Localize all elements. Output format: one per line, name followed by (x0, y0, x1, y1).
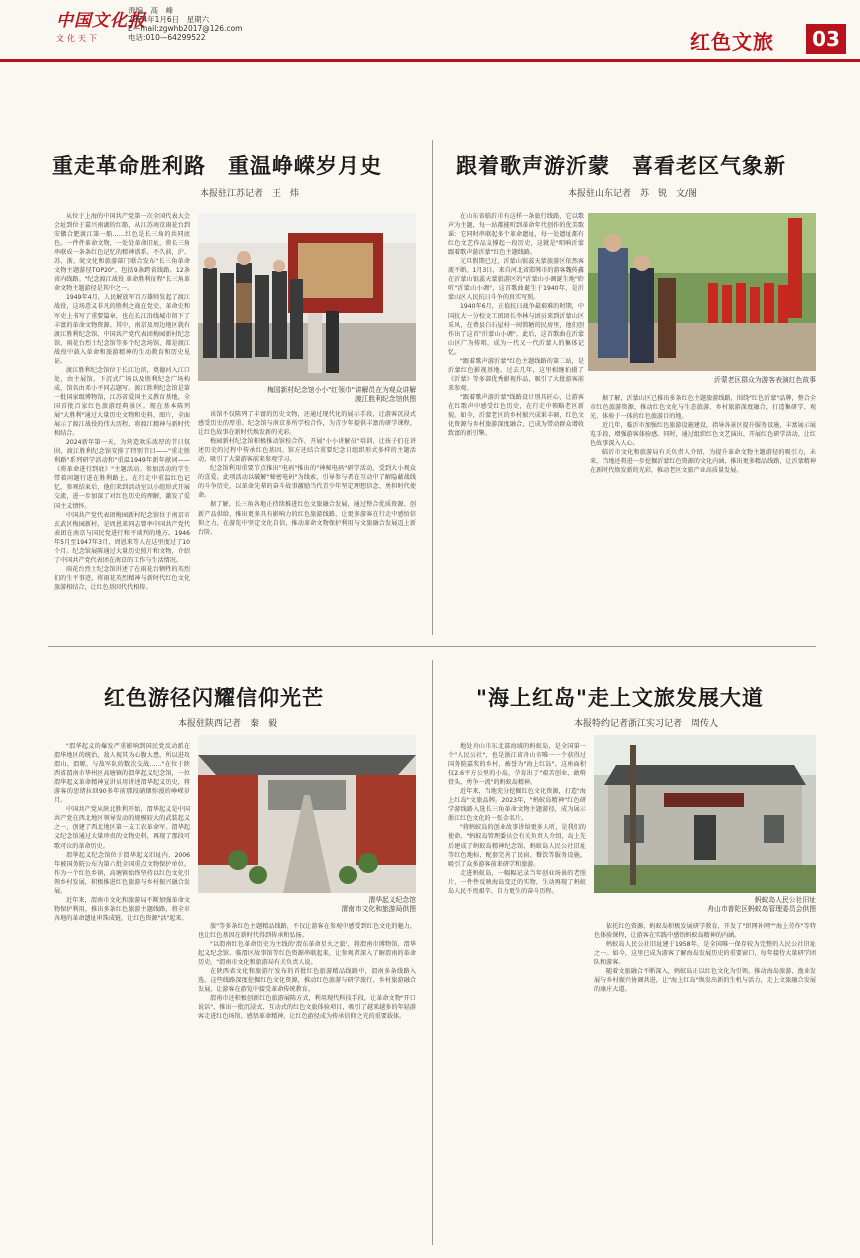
paragraph: 近年来，当地充分挖掘红色文化资源，打造"海上红岛"文旅品牌。2023年，"蚂蚁岛精神"红色研学游线路入选长三角革命文物主题游径，成为展示浙江红色文化的一张金名片。 (448, 788, 586, 823)
museum-visitors-image (198, 213, 416, 381)
paragraph: 从位于上海的中国共产党第一次全国代表大会会址到位于嘉兴南湖的红船，从江苏南京雨花台到安徽合肥渡江第一船……红色是长三角的共同底色。一件件革命文物，一处处革命旧址，将长三角串联成一条条红色记忆的精神谱系。不久前，沪、苏、浙、皖文化和旅游部门联合发布"长三角革命文物主题游径TOP20"，包括9条跨省线路、12条省内线路。"纪念渡江战役 革命胜利征程"长三角革命文物主题游径是其中之一。 (54, 213, 190, 293)
article-title-2: 跟着歌声游沂蒙 喜看老区气象新 (456, 153, 786, 178)
paragraph: 近年来，渭南市文化和旅游局不断加强革命文物保护利用，推出多条红色旅游主题线路，将全市各地的革命遗址串珠成链，让红色资源"活"起来。 (54, 896, 190, 922)
paragraph: "跟着歌声游沂蒙"红色主题线路的第二站，是沂蒙红色影视基地。过去几年，这里相继拍摄了《沂蒙》等多部优秀影视作品，吸引了大批游客前来参观。 (448, 357, 584, 392)
paragraph: 地处舟山市东北部海域的蚂蚁岛，是全国第一个"人民公社"，也是浙江省舟山市唯一一个获得过国务院嘉奖的乡村，被誉为"海上红岛"。这座面积仅2.6平方公里的小岛，孕育出了"艰苦创业、敢啃骨头、勇争一流"的蚂蚁岛精神。 (448, 743, 586, 787)
article-photo-2 (588, 213, 816, 371)
article-body-2-col-2 (590, 394, 816, 639)
paragraph: 近几年，临沂市加强红色旅游设施建设，指导各景区提升服务设施，丰富展示展览手段，增强游客体验感。同时，通过组织红色文艺演出、开展红色研学活动，让红色故事深入人心。 (590, 422, 816, 448)
article-photo-4 (594, 735, 816, 893)
page-number: 03 (806, 24, 846, 54)
masthead (0, 0, 860, 62)
memorial-courtyard-image (198, 735, 416, 893)
article-title-1: 重走革命胜利路 重温峥嵘岁月史 (52, 153, 382, 178)
caption-credit: 渡江胜利纪念馆供图 (354, 395, 416, 403)
photo-caption-4 (594, 896, 816, 914)
article-body-3-col-1 (54, 742, 190, 1242)
paragraph: 旅"等多条红色主题精品线路，不仅让游客在参观中感受到红色文化的魅力，也让红色基因在新时代得到传承和弘扬。 (198, 923, 416, 940)
paragraph: 1949年4月，人民解放军百万雄师发起了渡江战役，这场意义非凡的胜利之战在党史、革命史和军史上书写了重要篇章，也在长江沿线城市留下了丰富的革命文物资源。其中，南京及周边地区就有渡江胜利纪念馆、中国共产党代表团梅园新村纪念馆、雨花台烈士纪念馆等多个纪念场馆，都是渡江战役中载入革命和旅游精神的生动教育和历史见证。 (54, 294, 190, 365)
paragraph: 临沂市文化和旅游局有关负责人介绍，为提升革命文物主题游径的吸引力，未来，当地还将进一步挖掘沂蒙红色资源的文化内涵，推出更多精品线路，让沂蒙精神在新时代焕发新的光彩，推动老区文旅产业高质量发展。 (590, 449, 816, 475)
vertical-divider-top (432, 140, 433, 635)
paragraph: 中国共产党从陕北胜利开始，渭华起义是中国共产党在西北地区领导发动的规模较大的武装起义之一，创建了西北地区第一支工农革命军。渭华起义纪念馆通过大量珍贵的文物史料，再现了那段可歌可泣的革命历史。 (54, 806, 190, 850)
article-photo-1 (198, 213, 416, 381)
paragraph: 该馆不仅陈列了丰富的历史文物，还通过现代化的展示手段，让游客沉浸式感受历史的厚重。纪念馆与南京多所学校合作，为青少年提供丰富的研学课程，让红色故事在新时代焕发新的光彩。 (198, 411, 416, 437)
article-byline-1: 本报驻江苏记者 王 炜 (200, 189, 300, 199)
article-photo-3 (198, 735, 416, 893)
caption-line: 梅园新村纪念馆小小"红领巾"讲解员在为观众讲解 (267, 386, 416, 394)
article-title-4: "海上红岛"走上文旅发展大道 (476, 685, 764, 710)
article-byline-4: 本报特约记者浙江实习记者 周传人 (574, 719, 719, 729)
logo-subtitle: 文化天下 (56, 34, 100, 43)
photo-caption-1 (198, 386, 416, 404)
paragraph: 走进蚂蚁岛，一幅幅记录当年创业场景的老照片、一件件反映海岛变迁的实物，生动再现了蚂蚁岛人民不畏艰辛、自力更生的奋斗历程。 (448, 869, 586, 895)
paragraph: 元旦假期已过，沂蒙山银蕊天蒙旅游区依然客流不断。1月3日，来自河北省邯郸市的游客魏传鑫在沂蒙山银蕊天蒙旅游区的"沂蒙山小调诞生地"聆听"沂蒙山小调"，这首歌曲诞生于1940年，是沂蒙山区人民抗日斗争的真实写照。 (448, 258, 584, 302)
paragraph: "以渭南红色革命历史为主线的'渭东革命星火之旅'，将渭南市博物馆、渭华起义纪念馆、临渭区故事馆等红色资源串联起来，让参观者深入了解渭南的革命历史。"渭南市文化和旅游局有关负责人说。 (198, 941, 416, 967)
caption-credit: 渭南市文化和旅游局供图 (341, 905, 416, 913)
paragraph: 雨花台烈士纪念馆讲述了在雨花台牺牲的英烈们的生平事迹，将雨花英烈精神与新时代红色文化旅游相结合，让红色基因代代相传。 (54, 565, 190, 591)
photo-caption-3 (198, 896, 416, 914)
paragraph: 在山东省临沂市有这样一条旅行线路，它以歌声为主题，每一站都能听到革命年代创作的优美歌谣：它同时串联起多个革命遗址，每一处遗址都有红色文艺作品支撑起一段历史，这就是"唱响沂蒙 跟着歌声游沂蒙"红色主题线路。 (448, 213, 584, 257)
caption-line: 沂蒙老区群众为游客表演红色故事 (714, 376, 816, 384)
article-body-4-col-2 (594, 922, 816, 1242)
paragraph: "渭华起义的爆发严重影响到国民党反动派在渭华地区的统治，敌人视其为心腹大患，所以进攻渭山、渭塬，与敌军队的数次交战……"在位于陕西省渭南市华州区高塘镇的渭华起义纪念馆，一位渭华起义革命精神宣讲员用讲述渭华起义历史，将游客的思绪拉回90多年前那段硝烟弥漫的峥嵘岁月。 (54, 743, 190, 805)
paragraph: 中国共产党代表团梅园新村纪念馆位于南京市玄武区梅园新村，是周恩来同志曾率中国共产党代表团在南京与国民党进行和平谈判的地方。1946年5月至1947年3月，周恩来等人在这里度过了10个月。纪念馆展陈通过大量历史照片和文物，介绍了中国共产党代表团在南京的工作与生活情况。 (54, 511, 190, 564)
paragraph: 渭南市还积极创新红色旅游展陈方式，利用现代科技手段，让革命文物"开口说话"，推出一批沉浸式、互动式的红色文旅体验项目，吸引了越来越多的年轻游客走进红色场馆、感悟革命精神，让红色游径成为传承信仰之光的重要载体。 (198, 995, 416, 1021)
date-line: 2024年1月6日 星期六 (128, 15, 210, 24)
caption-line: 渭华起义纪念馆 (368, 896, 416, 904)
section-title: 红色文旅 (690, 30, 774, 54)
article-body-1-col-1 (54, 212, 190, 640)
paragraph: 据了解，长三角各地正持续推进红色文旅融合发展，通过整合优质资源、创新产品供给，推出更多具有影响力的红色旅游线路，让更多游客在行走中感悟信仰之力，在游览中坚定文化自信，推动革命文物保护利用与文旅融合发展迈上新台阶。 (198, 501, 416, 536)
paragraph: 蚂蚁岛人民公社旧址建于1958年，是全国唯一保存较为完整的人民公社旧址之一。如今，这里已成为游客了解海岛发展历史的重要窗口，每年接待大量研学团队和游客。 (594, 941, 816, 967)
caption-credit: 舟山市普陀区蚂蚁岛管理委员会供图 (707, 905, 816, 913)
article-byline-3: 本报驻陕西记者 秦 毅 (178, 719, 278, 729)
paragraph: 依托红色资源，蚂蚁岛积极发展研学教育，开发了"织网补网""海上劳作"等特色体验课程，让游客在实践中感悟蚂蚁岛精神的内涵。 (594, 923, 816, 940)
paragraph: 2024新年第一天，为营造欢乐浓厚的节日氛围，渡江胜利纪念馆安排了特别节目——"重走胜利路"系列研学活动和"重温1949年新年献词——《将革命进行到底》"主题活动。参加活动的学生带着问题行进在胜利路上，在行走中重温红色记忆，参观结束后，他们来到活动室以小组形式开展交流，进一步加深了对红色历史的理解，激发了爱国主义情怀。 (54, 439, 190, 510)
caption-line: 蚂蚁岛人民公社旧址 (754, 896, 816, 904)
paragraph: 据了解，沂蒙山区已推出多条红色主题旅游线路，围绕"红色沂蒙"品牌，整合全市红色旅游资源，推动红色文化与生态旅游、乡村旅游深度融合，打造集研学、观光、体验于一体的红色旅游目的地。 (590, 395, 816, 421)
logo-title: 中国文化报 (56, 11, 146, 31)
paragraph: "将蚂蚁岛的创业故事讲给更多人听，是我们的使命。"蚂蚁岛管理委员会有关负责人介绍，岛上先后建成了蚂蚁岛精神纪念馆、蚂蚁岛人民公社旧址等红色地标，配套完善了民宿、餐饮等服务设施，吸引了众多游客前来研学和旅游。 (448, 824, 586, 868)
article-byline-2: 本报驻山东记者 苏 锐 文/图 (568, 189, 698, 199)
commune-site-image (594, 735, 816, 893)
photo-caption-2 (588, 376, 816, 385)
article-body-4-col-1 (448, 742, 586, 1242)
paragraph: 在陕西省文化和旅游厅发布的首批红色旅游精品线路中，渭南多条线路入选。这些线路深度挖掘红色文化资源，推动红色旅游与研学旅行、乡村旅游融合发展，让游客在游览中接受革命传统教育。 (198, 968, 416, 994)
horizontal-divider (48, 646, 816, 647)
paragraph: 渡江胜利纪念馆位于长江边滨，奠德河入江口处，由主展馆、下沉式广场以及胜利纪念广场构成，馆名由邓小平同志题写。渡江胜利纪念馆是第一批国家级博物馆，江苏省爱国主义教育基地，全国首批百家红色旅游经典景区。现在基本陈列展"大胜利"通过大量历史文物和史料、图片，全面展示了渡江战役的伟大历程，将渡江精神与新时代相结合。 (54, 366, 190, 438)
paragraph: 渭华起义纪念馆位于渭华起义旧址内，2006年被国务院公布为第六批全国重点文物保护单位。作为一个红色乡镇，高塘镇始终坚持以红色文化引领乡村发展，积极推进红色旅游与乡村振兴融合发展。 (54, 851, 190, 895)
article-title-3: 红色游径闪耀信仰光芒 (104, 685, 324, 710)
paragraph: 1940年6月，正值抗日战争最艰难的时期，中国抗大一分校文工团团长李林与团员来到沂蒙山区采风，在费县白石屋村一间简陋的民房里，他们创作出了这首"沂蒙山小调"。此后，这首歌曲在沂蒙山区广为传唱，成为一代又一代沂蒙人的集体记忆。 (448, 303, 584, 356)
phone-line: 电话:010—64299522 (128, 33, 206, 42)
paragraph: 随着文旅融合不断深入，蚂蚁岛正以红色文化为引领，推动海岛旅游、渔业发展与乡村振兴协调共进，让"海上红岛"焕发出新的生机与活力，走上文旅融合发展的康庄大道。 (594, 968, 816, 994)
article-body-1-col-2 (198, 410, 416, 640)
article-body-3-col-2 (198, 922, 416, 1242)
editor-line: 责编 高 峰 (128, 6, 173, 15)
article-body-2-col-1 (448, 212, 584, 637)
vertical-divider-bottom (432, 660, 433, 1245)
paragraph: 梅园新村纪念馆积极推动馆校合作，开展"小小讲解员"培训，让孩子们在讲述历史的过程中传承红色基因。馆方还结合重要纪念日组织形式多样的主题活动，吸引了大量游客前来参观学习。 (198, 438, 416, 464)
performers-image (588, 213, 816, 371)
paragraph: "跟着歌声游沂蒙"线路设计别具匠心，让游客在红歌声中感受红色历史，在行走中领略老区新貌。如今，沂蒙老区的乡村振兴成果丰硕，红色文化资源与乡村旅游深度融合，已成为带动群众增收致富的新引擎。 (448, 393, 584, 438)
masthead-info (128, 6, 243, 42)
newspaper-logo (56, 6, 146, 48)
paragraph: 纪念馆利用重要节点推出"电码"推出的"神秘电码"研学活动，受到大小观众的喜爱。此项活动以破解"秘密电码"为线索，引导参与者在互动中了解隐蔽战线的斗争历史，以革命先辈的奋斗故事激励当代青少年坚定理想信念、勇担时代使命。 (198, 465, 416, 500)
email-line: E—mail:zgwhb2017@126.com (128, 24, 243, 33)
